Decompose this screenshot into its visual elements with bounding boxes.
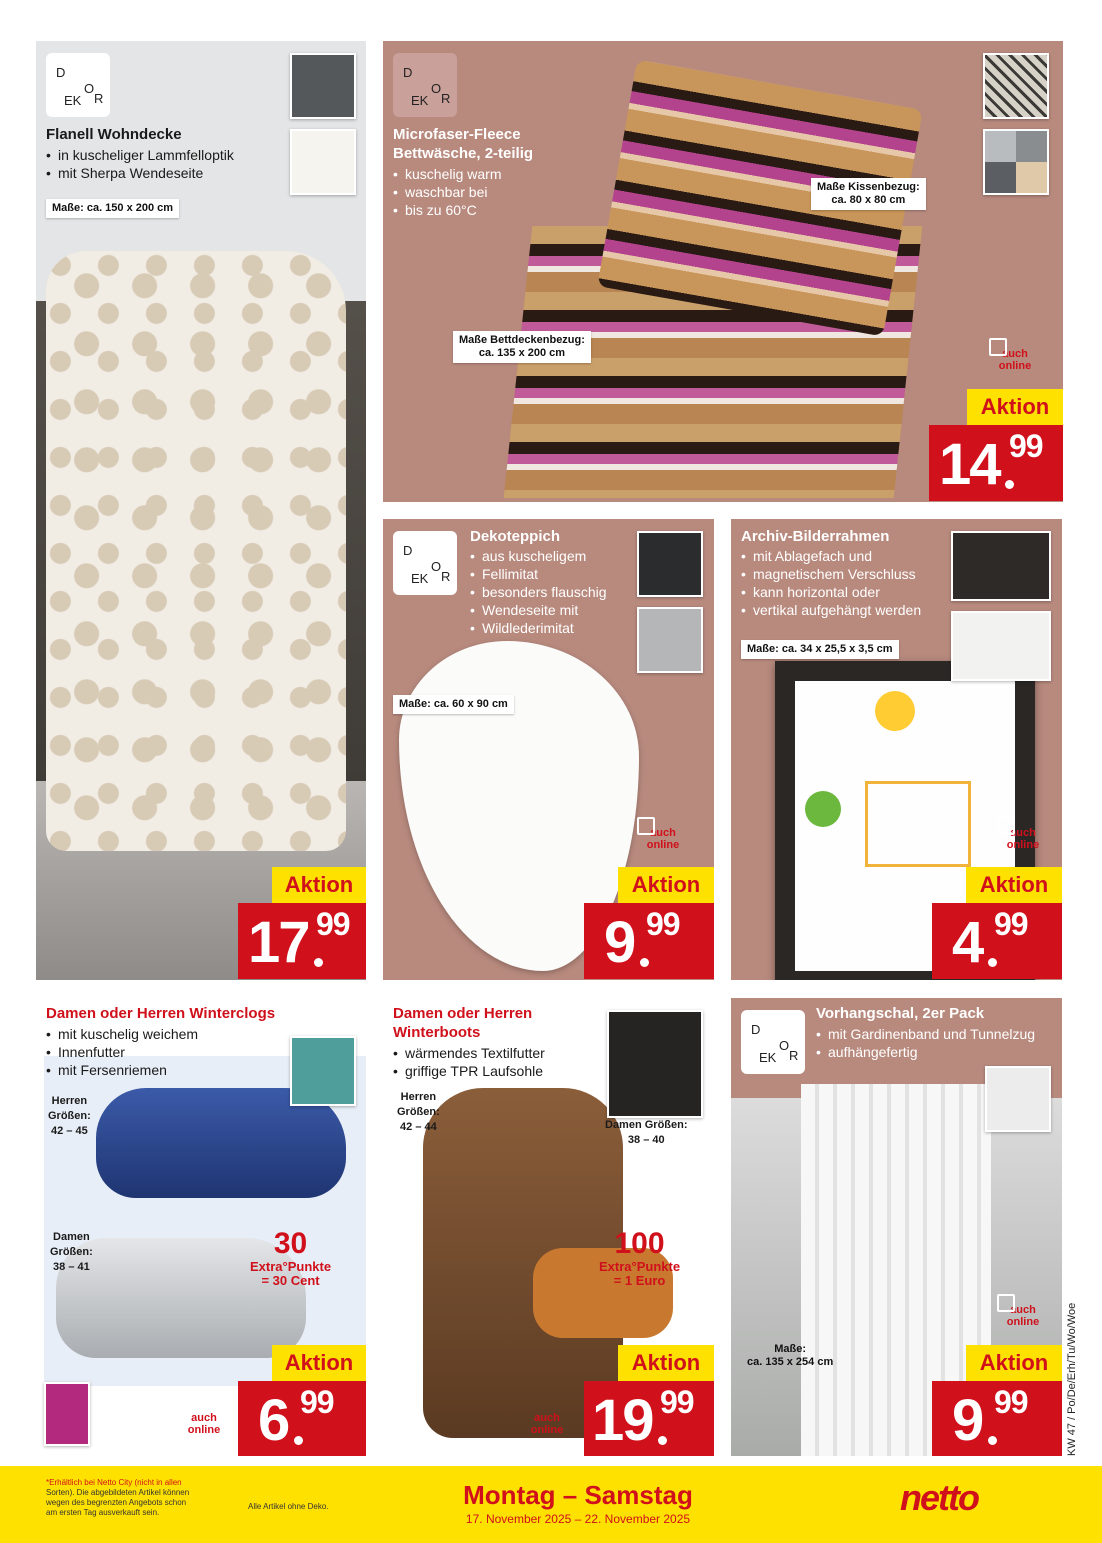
online-badge[interactable]: [178, 1402, 230, 1436]
blanket-image: [46, 251, 346, 851]
feature-continuation: • Innenfutter: [46, 1043, 198, 1061]
price-dot: [658, 1436, 667, 1445]
online-text: online: [1006, 1316, 1040, 1328]
price-integer: 4: [952, 910, 983, 975]
title-line-2: Winterboots: [393, 1024, 481, 1041]
aktion-badge: Aktion: [618, 1345, 714, 1381]
price-tag: [584, 903, 714, 979]
price-dot: [1005, 480, 1014, 489]
size-line: Herren: [51, 1095, 88, 1107]
online-text: auch: [650, 827, 676, 839]
feature: • aufhängefertig: [816, 1043, 1035, 1061]
online-text: online: [530, 1424, 564, 1436]
price-dot: [314, 958, 323, 967]
size-line: 38 – 40: [627, 1134, 665, 1146]
product-features: [393, 165, 501, 219]
extra-punkte-value: = 30 Cent: [261, 1273, 320, 1288]
price-integer: 6: [258, 1388, 289, 1453]
cart-icon: [989, 338, 1007, 356]
feature: • mit Ablagefach und: [741, 547, 921, 565]
size-herren: [397, 1090, 440, 1135]
feature: • mit kuschelig weichem: [46, 1025, 198, 1043]
online-text: online: [998, 360, 1032, 372]
feature: • aus kuscheligem: [470, 547, 607, 565]
dekor-brand-logo: D EK O R: [393, 53, 457, 117]
note-line: wegen des begrenzten Angebots schon: [46, 1498, 187, 1507]
price-dot: [988, 958, 997, 967]
feature-continuation: • Fellimitat: [470, 565, 607, 583]
size-herren: [48, 1094, 91, 1139]
price-integer: 17: [248, 910, 309, 975]
aktion-badge: Aktion: [966, 867, 1062, 903]
price-tag: [929, 425, 1063, 501]
size-line: Herren: [400, 1091, 437, 1103]
size-line: Damen: [53, 1231, 90, 1243]
product-features: [46, 1025, 198, 1079]
feature-continuation: • Wildlederimitat: [470, 619, 607, 637]
cart-icon: [997, 1294, 1015, 1312]
price-dot: [640, 958, 649, 967]
feature: • griffige TPR Laufsohle: [393, 1062, 545, 1080]
online-text: online: [187, 1424, 221, 1436]
color-swatch-grey: [637, 607, 703, 673]
color-swatch-grey: [290, 53, 356, 119]
title-line-1: Damen oder Herren: [393, 1005, 533, 1022]
size-line: 42 – 45: [51, 1125, 88, 1137]
note-line: *Erhältlich bei Netto City (nicht in allen: [46, 1478, 182, 1487]
size-line: Größen:: [50, 1246, 93, 1258]
price-decimals: 99: [316, 906, 350, 942]
frame-closed-image: [951, 531, 1051, 601]
footer-deko: Alle Artikel ohne Deko.: [248, 1502, 329, 1511]
color-swatch-pink: [44, 1382, 90, 1446]
online-badge[interactable]: [521, 1402, 573, 1436]
online-text: online: [646, 839, 680, 851]
product-features: [46, 146, 234, 182]
aktion-badge: Aktion: [966, 1345, 1062, 1381]
product-tile-winterboots[interactable]: [383, 998, 714, 1456]
note-line: Sorten). Die abgebildeten Artikel können: [46, 1488, 190, 1497]
price-decimals: 99: [660, 1384, 694, 1420]
product-tile-vorhangschal[interactable]: [731, 998, 1062, 1456]
extra-punkte-text: Extra°Punkte: [599, 1259, 681, 1274]
pattern-swatch-leaves: [983, 53, 1049, 119]
aktion-badge: Aktion: [967, 389, 1063, 425]
cart-icon: [637, 817, 655, 835]
price-integer: 9: [952, 1388, 983, 1453]
price-tag: [932, 903, 1062, 979]
feature: • mit Fersenriemen: [46, 1061, 198, 1079]
price-tag: [932, 1381, 1062, 1456]
extra-punkte-number: 30: [273, 1227, 308, 1260]
extra-punkte-value: = 1 Euro: [613, 1273, 666, 1288]
cart-icon: [997, 817, 1015, 835]
product-tile-bettwaesche[interactable]: [383, 41, 1063, 502]
price-dot: [988, 1436, 997, 1445]
price-decimals: 99: [646, 906, 680, 942]
price-decimals: 99: [1009, 428, 1043, 464]
netto-logo[interactable]: netto: [900, 1477, 978, 1518]
feature: • kann horizontal oder: [741, 583, 921, 601]
product-tile-bilderrahmen[interactable]: [731, 519, 1062, 980]
price-decimals: 99: [994, 1384, 1028, 1420]
drawing-tree: [805, 791, 841, 827]
price-decimals: 99: [300, 1384, 334, 1420]
product-features: [470, 547, 607, 637]
product-tile-winterclogs[interactable]: [36, 998, 366, 1456]
online-text: auch: [534, 1412, 560, 1424]
size-label-line: Maße:: [774, 1343, 807, 1355]
size-line: 42 – 44: [400, 1121, 437, 1133]
extra-punkte-text: Extra°Punkte: [250, 1259, 332, 1274]
price-integer: 9: [604, 910, 635, 975]
drawing-sun: [875, 691, 915, 731]
price-tag: [238, 903, 366, 979]
feature: • kuschelig warm: [393, 165, 501, 183]
product-title: Flanell Wohndecke: [46, 126, 182, 143]
boots-black-image: [607, 1010, 703, 1118]
aktion-badge: Aktion: [618, 867, 714, 903]
product-title: [393, 1004, 532, 1042]
online-text: online: [1006, 839, 1040, 851]
extra-punkte-number: 100: [614, 1227, 665, 1260]
online-badge[interactable]: [637, 817, 689, 851]
note-line: am ersten Tag ausverkauft sein.: [46, 1508, 160, 1517]
price-tag: [584, 1381, 714, 1456]
dekor-brand-logo: D EK O R: [741, 1010, 805, 1074]
color-swatch-white: [290, 129, 356, 195]
online-text: auch: [1002, 348, 1028, 360]
online-badge[interactable]: [997, 1294, 1049, 1328]
size-label: Maße: ca. 150 x 200 cm: [46, 199, 179, 218]
feature: • wärmendes Textilfutter: [393, 1044, 545, 1062]
product-title: Damen oder Herren Winterclogs: [46, 1005, 276, 1022]
footer-days: Montag – Samstag: [463, 1480, 693, 1510]
size-damen: [50, 1230, 93, 1275]
feature: • in kuscheliger Lammfelloptik: [46, 146, 234, 164]
online-text: auch: [1010, 827, 1036, 839]
size-label-line: ca. 135 x 200 cm: [478, 347, 566, 359]
aktion-badge: Aktion: [272, 1345, 366, 1381]
size-line: Größen:: [397, 1106, 440, 1118]
price-integer: 19: [592, 1388, 653, 1453]
title-line-2: Bettwäsche, 2-teilig: [393, 145, 534, 162]
price-decimals: 99: [994, 906, 1028, 942]
price-tag: [238, 1381, 366, 1456]
product-title: [393, 125, 533, 163]
side-code: KW 47 / Po/De/Erh/Tu/Wo/Woe: [1066, 1302, 1078, 1456]
size-label-line: ca. 135 x 254 cm: [747, 1356, 834, 1368]
footer-dates: 17. November 2025 – 22. November 2025: [465, 1512, 691, 1526]
product-tile-dekoteppich[interactable]: [383, 519, 714, 980]
feature: • mit Sherpa Wendeseite: [46, 164, 234, 182]
footer-note: [46, 1478, 189, 1518]
size-line: Damen Größen:: [605, 1119, 688, 1131]
extra-punkte-badge: [599, 1228, 680, 1288]
online-badge[interactable]: [989, 338, 1041, 372]
feature-continuation: • bis zu 60°C: [393, 201, 501, 219]
aktion-badge: Aktion: [272, 867, 366, 903]
online-badge[interactable]: [997, 817, 1049, 851]
price-dot: [294, 1436, 303, 1445]
title-line-1: Microfaser-Fleece: [393, 126, 521, 143]
online-text: auch: [191, 1412, 217, 1424]
product-tile-wohndecke[interactable]: [36, 41, 366, 980]
size-line: Größen:: [48, 1110, 91, 1122]
price-integer: 14: [939, 432, 1000, 497]
size-label-line: Maße Kissenbezug:: [817, 181, 920, 193]
size-label: Maße: ca. 60 x 90 cm: [393, 695, 514, 714]
size-label: Maße: ca. 34 x 25,5 x 3,5 cm: [741, 640, 899, 659]
dekor-brand-logo: D EK O R: [46, 53, 110, 117]
online-text: auch: [1010, 1304, 1036, 1316]
product-features: [741, 547, 921, 619]
product-features: [393, 1044, 545, 1080]
feature: • besonders flauschig: [470, 583, 607, 601]
product-title: Archiv-Bilderrahmen: [741, 528, 890, 545]
color-swatch-turquoise: [290, 1036, 356, 1106]
feature: • Wendeseite mit: [470, 601, 607, 619]
size-label-bettdecke: [453, 331, 591, 363]
size-label-line: Maße Bettdeckenbezug:: [459, 334, 585, 346]
feature: • mit Gardinenband und Tunnelzug: [816, 1025, 1035, 1043]
size-label: [741, 1340, 839, 1372]
product-title: Dekoteppich: [470, 528, 561, 545]
footer-bar: [0, 1466, 1102, 1543]
product-title: Vorhangschal, 2er Pack: [816, 1005, 985, 1022]
product-features: [816, 1025, 1035, 1061]
color-swatch-black: [637, 531, 703, 597]
pattern-swatch-check: [983, 129, 1049, 195]
size-label-kissen: [811, 178, 926, 210]
feature-continuation: • magnetischem Verschluss: [741, 565, 921, 583]
extra-punkte-badge: [250, 1228, 331, 1288]
size-line: 38 – 41: [53, 1261, 90, 1273]
size-label-line: ca. 80 x 80 cm: [831, 194, 906, 206]
fabric-swatch: [985, 1066, 1051, 1132]
dekor-brand-logo: D EK O R: [393, 531, 457, 595]
size-damen: [605, 1118, 688, 1148]
feature-continuation: • vertikal aufgehängt werden: [741, 601, 921, 619]
frame-open-image: [951, 611, 1051, 681]
drawing-house: [865, 781, 971, 867]
feature: • waschbar bei: [393, 183, 501, 201]
